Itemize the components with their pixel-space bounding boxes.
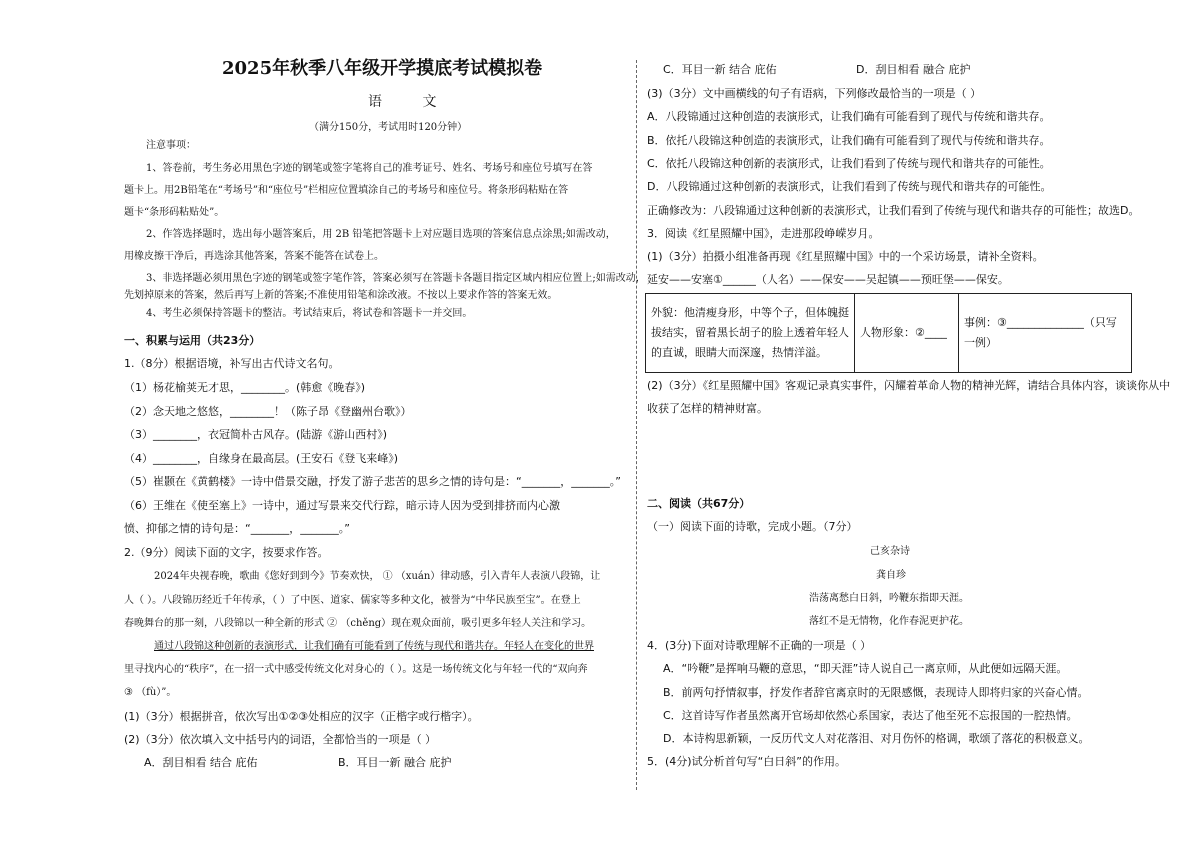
- appearance-line: 外貌：他清瘦身形，中等个子，但体魄挺: [651, 306, 849, 319]
- question-item: （1）杨花榆荚无才思，________。(韩愈《晚春》): [124, 381, 366, 394]
- notice-line: 题卡“条形码粘贴处”。: [124, 207, 225, 218]
- answer-option: C．依托八段锦这种创新的表演形式，让我们看到了传统与现代和谐共存的可能性。: [647, 157, 1051, 170]
- option-a: A．刮目相看 结合 庇佑: [144, 756, 258, 769]
- question-3-sub2: (2)（3分）《红星照耀中国》客观记录真实事件，闪耀着革命人物的精神光辉，请结合具体内容，谈谈你从中: [647, 379, 1171, 392]
- question-1: 1.（8分）根据语境，补写出古代诗文名句。: [124, 357, 340, 370]
- notice-line: 2、作答选择题时，选出每小题答案后，用 2B 铅笔把答题卡上对应题目选项的答案信息点涂黑;如需改动，: [146, 229, 616, 240]
- notice-line: 用橡皮擦干净后，再选涂其他答案，答案不能答在试卷上。: [124, 251, 384, 262]
- question-2-sub2: (2)（3分）依次填入文中括号内的词语，全都恰当的一项是（ ）: [124, 733, 437, 746]
- image-cell: 人物形象：②____: [855, 294, 959, 373]
- poem-line: 落红不是无情物，化作春泥更护花。: [809, 616, 969, 627]
- exam-title: 2025年秋季八年级开学摸底考试模拟卷: [222, 58, 543, 79]
- answer-option: D．八段锦通过这种创新的表演形式，让我们看到了传统与现代和谐共存的可能性。: [647, 180, 1052, 193]
- question-item: （2）念天地之悠悠，________！（陈子昂《登幽州台歌》）: [124, 405, 412, 418]
- appearance-line: 的直诚，眼睛大而深邃，热情洋溢。: [651, 346, 827, 359]
- option-c: C．耳目一新 结合 庇佑: [663, 63, 777, 76]
- correction-note: 正确修改为：八段锦通过这种创新的表演形式，让我们看到了传统与现代和谐共存的可能性；故选D。: [647, 204, 1140, 217]
- section-heading: 二、阅读（共67分）: [647, 497, 751, 510]
- example-line: 事例：③______________（只写: [964, 316, 1117, 329]
- notice-line: 先划掉原来的答案，然后再写上新的答案;不准使用铅笔和涂改液。不按以上要求作答的答案无效。: [124, 290, 558, 301]
- appearance-line: 拔结实，留着黑长胡子的脸上透着年轻人: [651, 326, 849, 339]
- passage-line: 2024年央视春晚，歌曲《您好到到今》节奏欢快， ① （xuán）律动感，引入青年人表演八段锦，让: [154, 571, 601, 582]
- question-3-sub2: 收获了怎样的精神财富。: [647, 402, 768, 415]
- question-3-sub1: (1)（3分）拍摄小组准备再现《红星照耀中国》中的一个采访场景，请补全资料。: [647, 250, 1044, 263]
- reading-part-1: （一）阅读下面的诗歌，完成小题。（7分）: [647, 520, 858, 533]
- passage-line: 春晚舞台的那一刻，八段锦以一种全新的形式 ② （chěng）现在观众面前，吸引更多年轻人关注和学习。: [124, 618, 592, 629]
- column-divider: [636, 60, 637, 790]
- poem-title: 己亥杂诗: [870, 546, 910, 557]
- answer-option: B．依托八段锦这种创造的表演形式，让我们确有可能看到了现代与传统和谐共存。: [647, 134, 1051, 147]
- question-item: （5）崔颢在《黄鹤楼》一诗中借景交融，抒发了游子悲苦的思乡之情的诗句是：“_______，_______。”: [124, 475, 621, 488]
- question-2-sub1: (1)（3分）根据拼音，依次写出①②③处相应的汉字（正楷字或行楷字）。: [124, 710, 479, 723]
- poem-line: 浩荡离愁白日斜，吟鞭东指即天涯。: [809, 593, 969, 604]
- notice-line: 3、非选择题必须用黑色字迹的钢笔或签字笔作答，答案必须写在答题卡各题目指定区域内相应位置上;如需改动，: [146, 273, 646, 284]
- notice-title: 注意事项：: [146, 140, 196, 151]
- passage-line: 通过八段锦这种创新的表演形式，让我们确有可能看到了传统与现代和谐共存。年轻人在变化的世界: [154, 641, 594, 652]
- answer-option: A．八段锦通过这种创造的表演形式，让我们确有可能看到了现代与传统和谐共存。: [647, 110, 1051, 123]
- exam-info: （满分150分，考试用时120分钟）: [309, 122, 468, 133]
- answer-option: C．这首诗写作者虽然离开官场却依然心系国家，表达了他至死不忘报国的一腔热情。: [663, 709, 1078, 722]
- question-item: （3）________，衣冠简朴古风存。(陆游《游山西村》): [124, 428, 388, 441]
- passage-line: 里寻找内心的“秩序”，在一招一式中感受传统文化对身心的（ ）。这是一场传统文化与年轻一代的“双向奔: [124, 664, 588, 675]
- question-5: 5．(4分)试分析首句写“白日斜”的作用。: [647, 755, 846, 768]
- passage-line: ③ （fù）”。: [124, 687, 177, 698]
- answer-option: A．“吟鞭”是挥响马鞭的意思，“即天涯”诗人说自己一离京师，从此便如远隔天涯。: [663, 662, 1068, 675]
- question-2-sub3: (3)（3分）文中画横线的句子有语病，下列修改最恰当的一项是（ ）: [647, 87, 982, 100]
- answer-option: D．本诗构思新颖，一反历代文人对花落泪、对月伤怀的格调，歌颂了落花的积极意义。: [663, 732, 1090, 745]
- section-heading: 一、积累与运用（共23分）: [124, 334, 261, 347]
- poem-author: 龚自珍: [876, 570, 906, 581]
- question-4: 4．(3分)下面对诗歌理解不正确的一项是（ ）: [647, 639, 872, 652]
- notice-line: 4、考生必须保持答题卡的整洁。考试结束后，将试卷和答题卡一并交回。: [146, 308, 473, 319]
- question-item: （6）王维在《使至塞上》一诗中，通过写景来交代行踪，暗示诗人因为受到排挤而内心激: [124, 499, 560, 512]
- notice-line: 题卡上。用2B铅笔在“考场号”和“座位号”栏相应位置填涂自己的考场号和座位号。将条形码粘贴在答: [124, 185, 569, 196]
- passage-line: 人（ ）。八段锦历经近千年传承，（ ）了中医、道家、儒家等多种文化，被誉为“中华民族至宝”。在登上: [124, 595, 581, 606]
- example-line: 一例）: [964, 336, 997, 349]
- option-d: D．刮目相看 融合 庇护: [856, 63, 971, 76]
- question-3: 3．阅读《红星照耀中国》，走进那段峥嵘岁月。: [647, 227, 880, 240]
- route-line: 延安——安塞①______（人名）——保安——吴起镇——预旺堡——保安。: [647, 273, 1009, 286]
- example-cell: [959, 294, 1132, 373]
- question-2: 2.（9分）阅读下面的文字，按要求作答。: [124, 546, 329, 559]
- option-b: B．耳目一新 融合 庇护: [338, 756, 452, 769]
- subject-heading: 语 文: [368, 94, 455, 110]
- interview-info-table: [645, 293, 1132, 373]
- appearance-cell: [646, 294, 855, 373]
- notice-line: 1、答卷前，考生务必用黑色字迹的钢笔或签字笔将自己的准考证号、姓名、考场号和座位号填写在答: [146, 163, 593, 174]
- question-item: 愤、抑郁之情的诗句是：“_______，_______。”: [124, 522, 350, 535]
- question-item: （4）________，自缘身在最高层。(王安石《登飞来峰》): [124, 452, 399, 465]
- answer-option: B．前两句抒情叙事，抒发作者辞官离京时的无限感慨，表现诗人即将归家的兴奋心情。: [663, 686, 1089, 699]
